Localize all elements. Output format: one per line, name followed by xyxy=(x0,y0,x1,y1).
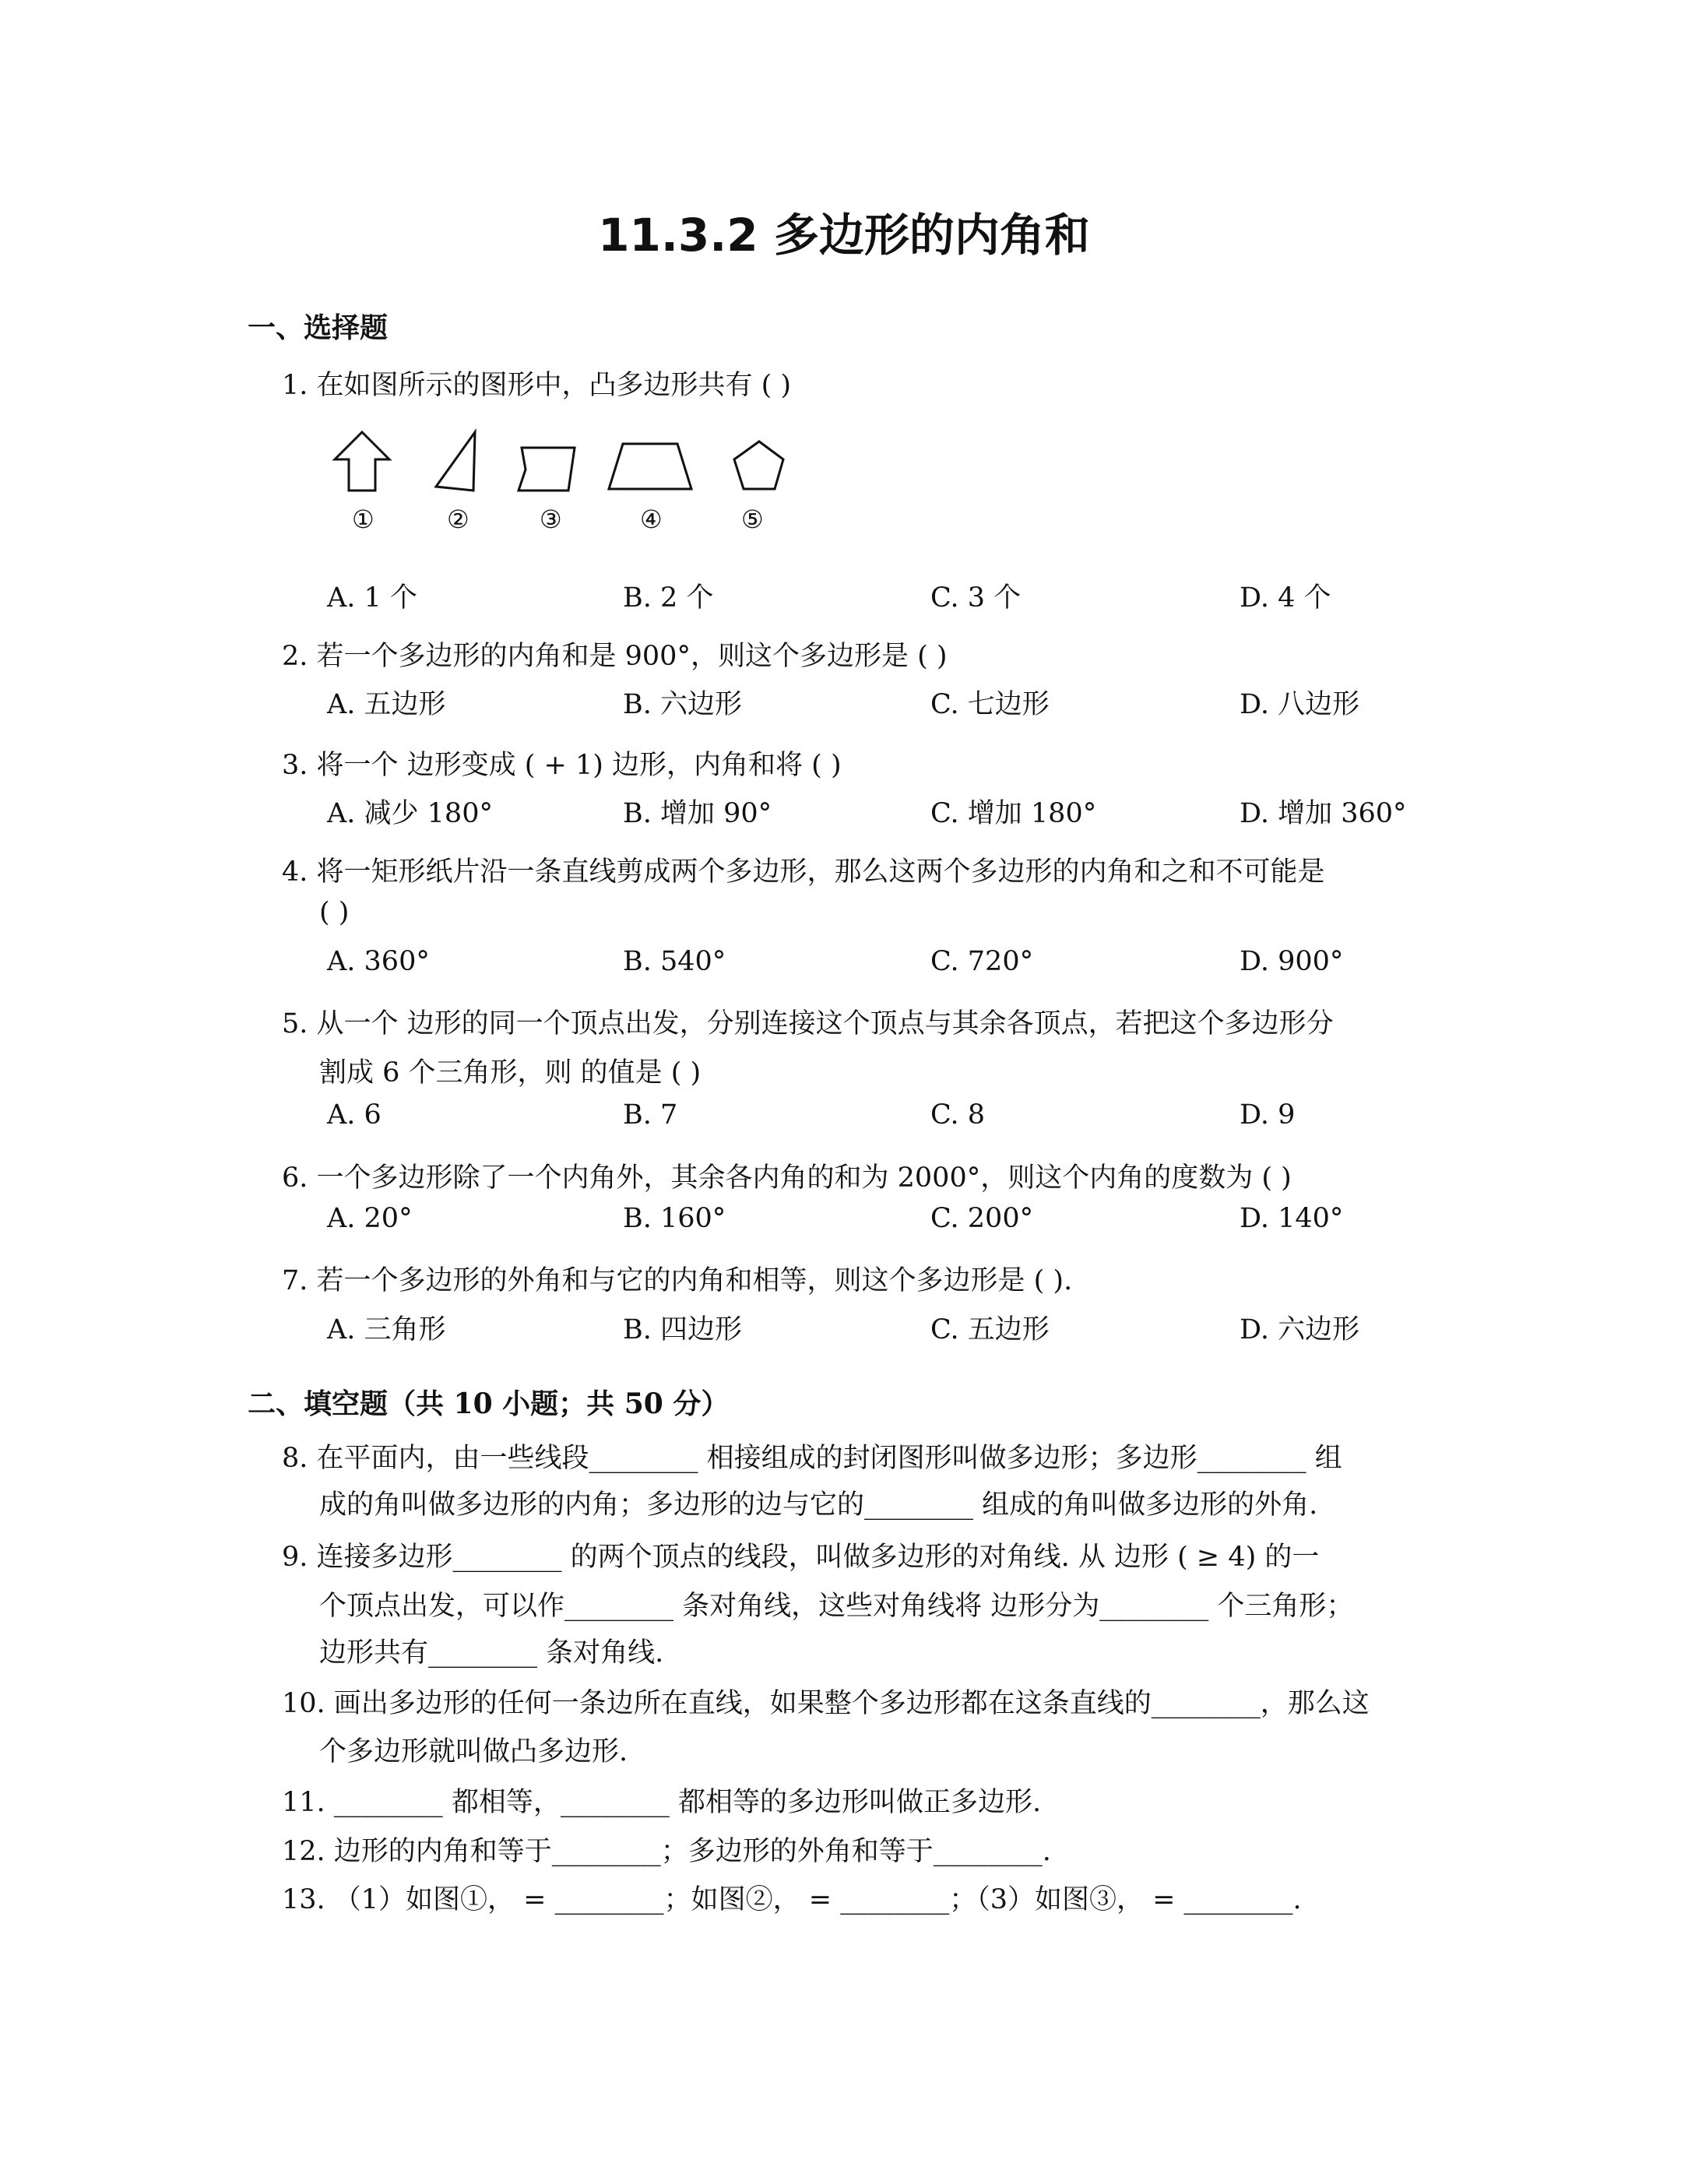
question-8-line-1: 8. 在平面内，由一些线段________ 相接组成的封闭图形叫做多边形；多边形________ 组 xyxy=(282,1443,1342,1474)
figure-label-5: ⑤ xyxy=(741,505,764,534)
figure-label-4: ④ xyxy=(640,505,663,534)
q1-option-a: A. 1 个 xyxy=(327,582,417,614)
page-title: 11.3.2 多边形的内角和 xyxy=(598,209,1090,262)
question-5: 5. 从一个 边形的同一个顶点出发，分别连接这个顶点与其余各顶点，若把这个多边形分 xyxy=(282,1008,1334,1039)
figure-5-pentagon xyxy=(734,441,783,489)
polygon-figures xyxy=(327,424,810,518)
question-4: 4. 将一矩形纸片沿一条直线剪成两个多边形，那么这两个多边形的内角和之和不可能是 xyxy=(282,856,1325,888)
q2-option-a: A. 五边形 xyxy=(327,689,446,720)
q6-option-c: C. 200° xyxy=(930,1203,1034,1234)
question-8-line-2: 成的角叫做多边形的内角；多边形的边与它的________ 组成的角叫做多边形的外角. xyxy=(319,1489,1318,1521)
question-9-line-2: 个顶点出发，可以作________ 条对角线，这些对角线将 边形分为________ 个三角形； xyxy=(319,1591,1354,1622)
q5-option-a: A. 6 xyxy=(327,1099,382,1131)
q4-option-a: A. 360° xyxy=(327,946,430,977)
figure-3-concave-quadrilateral xyxy=(519,448,575,491)
q3-option-c: C. 增加 180° xyxy=(930,798,1097,829)
q7-option-a: A. 三角形 xyxy=(327,1314,446,1345)
section-heading-fill: 二、填空题（共 10 小题；共 50 分） xyxy=(248,1387,730,1420)
question-9-line-3: 边形共有________ 条对角线. xyxy=(319,1637,664,1669)
section-heading-choice: 一、选择题 xyxy=(248,311,389,344)
q4-option-c: C. 720° xyxy=(930,946,1034,977)
question-6: 6. 一个多边形除了一个内角外，其余各内角的和为 2000°，则这个内角的度数为 ( ) xyxy=(282,1162,1292,1194)
question-10-line-1: 10. 画出多边形的任何一条边所在直线，如果整个多边形都在这条直线的________，那么这 xyxy=(282,1688,1370,1719)
q5-option-c: C. 8 xyxy=(930,1099,986,1131)
q6-option-a: A. 20° xyxy=(327,1203,413,1234)
question-7: 7. 若一个多边形的外角和与它的内角和相等，则这个多边形是 ( ). xyxy=(282,1265,1073,1296)
question-9-line-1: 9. 连接多边形________ 的两个顶点的线段，叫做多边形的对角线. 从 边形 ( ≥ 4) 的一 xyxy=(282,1542,1320,1573)
q4-option-b: B. 540° xyxy=(623,946,726,977)
q1-option-b: B. 2 个 xyxy=(623,582,714,614)
q5-option-d: D. 9 xyxy=(1240,1099,1296,1131)
figure-1-arrow-polygon xyxy=(335,432,389,491)
q1-option-c: C. 3 个 xyxy=(930,582,1022,614)
q3-option-b: B. 增加 90° xyxy=(623,798,772,829)
q6-option-d: D. 140° xyxy=(1240,1203,1344,1234)
figure-label-1: ① xyxy=(352,505,375,534)
q7-option-d: D. 六边形 xyxy=(1240,1314,1360,1345)
q3-option-a: A. 减少 180° xyxy=(327,798,493,829)
q3-option-d: D. 增加 360° xyxy=(1240,798,1407,829)
q4-option-d: D. 900° xyxy=(1240,946,1344,977)
question-11: 11. ________ 都相等，________ 都相等的多边形叫做正多边形. xyxy=(282,1787,1042,1818)
figure-4-trapezoid xyxy=(609,444,691,489)
q7-option-c: C. 五边形 xyxy=(930,1314,1050,1345)
q1-option-d: D. 4 个 xyxy=(1240,582,1331,614)
figure-label-3: ③ xyxy=(540,505,562,534)
q2-option-d: D. 八边形 xyxy=(1240,689,1360,720)
q7-option-b: B. 四边形 xyxy=(623,1314,742,1345)
question-3: 3. 将一个 边形变成 ( + 1) 边形，内角和将 ( ) xyxy=(282,750,842,781)
q2-option-b: B. 六边形 xyxy=(623,689,742,720)
figure-label-2: ② xyxy=(447,505,469,534)
q2-option-c: C. 七边形 xyxy=(930,689,1050,720)
question-4-bracket: ( ) xyxy=(319,897,350,928)
question-13: 13. （1）如图①， = ________；如图②， = ________；（3）如图③， = ________. xyxy=(282,1884,1302,1915)
q6-option-b: B. 160° xyxy=(623,1203,726,1234)
question-2: 2. 若一个多边形的内角和是 900°，则这个多边形是 ( ) xyxy=(282,641,948,672)
question-12: 12. 边形的内角和等于________；多边形的外角和等于________. xyxy=(282,1836,1051,1867)
question-10-line-2: 个多边形就叫做凸多边形. xyxy=(319,1736,628,1767)
q5-option-b: B. 7 xyxy=(623,1099,678,1131)
question-1: 1. 在如图所示的图形中，凸多边形共有 ( ) xyxy=(282,370,792,401)
figure-2-triangle xyxy=(436,432,475,491)
question-5-continued: 割成 6 个三角形，则 的值是 ( ) xyxy=(319,1057,702,1088)
